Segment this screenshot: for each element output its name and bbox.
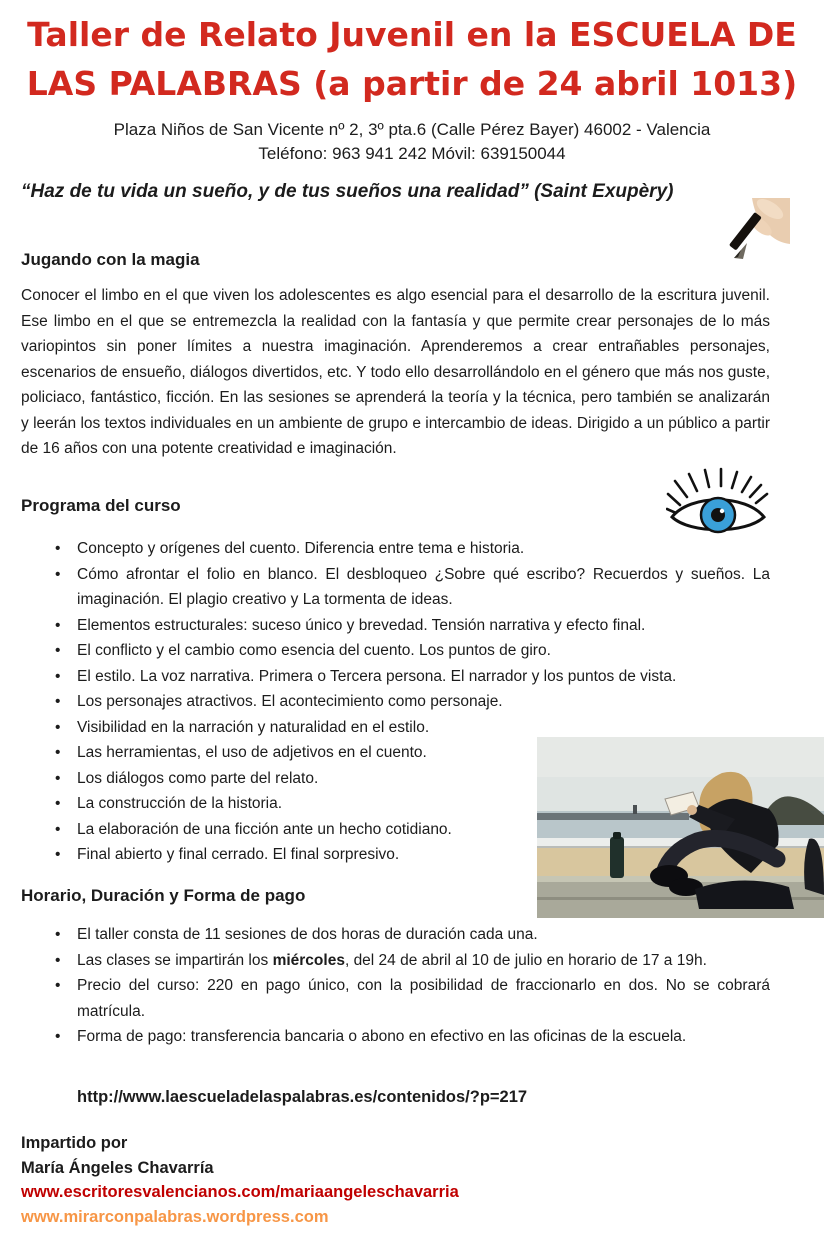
section-heading-jugando: Jugando con la magia — [21, 250, 200, 269]
list-item-text: Las clases se impartirán los — [77, 951, 273, 969]
pen-image — [714, 198, 790, 268]
eye-icon — [666, 466, 770, 546]
list-item: • Las herramientas, el uso de adjetivos en el cuento. — [77, 740, 770, 766]
list-item: • El conflicto y el cambio como esencia del cuento. Los puntos de giro. — [77, 638, 770, 664]
list-item: • El taller consta de 11 sesiones de dos horas de duración cada una. — [77, 922, 770, 948]
horario-list — [21, 922, 770, 1050]
school-phone: Teléfono: 963 941 242 Móvil: 639150044 — [258, 144, 566, 163]
section-heading-horario: Horario, Duración y Forma de pago — [21, 886, 306, 905]
course-url-link[interactable]: http://www.laescueladelaspalabras.es/contenidos/?p=217 — [77, 1088, 528, 1106]
list-item: • Precio del curso: 220 en pago único, con la posibilidad de fraccionarlo en dos. No se cobrará matrícula. — [77, 973, 770, 1024]
eye-image — [666, 466, 770, 546]
section-heading-programa: Programa del curso — [21, 496, 181, 515]
list-item-bold-text: miércoles — [272, 951, 345, 969]
list-item: • Elementos estructurales: suceso único y brevedad. Tensión narrativa y efecto final. — [77, 613, 770, 639]
instructor-blog-link[interactable]: www.mirarconpalabras.wordpress.com — [21, 1207, 329, 1226]
page-title — [0, 10, 824, 108]
list-item: • Final abierto y final cerrado. El final sorpresivo. — [77, 842, 770, 868]
list-item: • La elaboración de una ficción ante un hecho cotidiano. — [77, 817, 770, 843]
inspirational-quote: “Haz de tu vida un sueño, y de tus sueños una realidad” (Saint Exupèry) — [21, 181, 674, 202]
list-item: • El estilo. La voz narrativa. Primera o Tercera persona. El narrador y los puntos de vista. — [77, 664, 770, 690]
list-item-text: , del 24 de abril al 10 de julio en horario de 17 a 19h. — [344, 951, 707, 969]
list-item: • Visibilidad en la narración y naturalidad en el estilo. — [77, 715, 770, 741]
list-item: • Forma de pago: transferencia bancaria o abono en efectivo en las oficinas de la escuela. — [77, 1024, 770, 1050]
instructor-name: María Ángeles Chavarría — [21, 1158, 214, 1177]
taught-by-label: Impartido por — [21, 1134, 128, 1152]
list-item: • Concepto y orígenes del cuento. Diferencia entre tema e historia. — [77, 536, 770, 562]
seaside-photo — [537, 737, 824, 918]
list-item: • Los diálogos como parte del relato. — [77, 766, 770, 792]
instructor-profile-link[interactable]: www.escritoresvalencianos.com/mariaangeleschavarria — [21, 1183, 459, 1201]
list-item: • Los personajes atractivos. El acontecimiento como personaje. — [77, 689, 770, 715]
footer — [21, 1131, 459, 1229]
fountain-pen-icon — [714, 198, 790, 268]
school-address: Plaza Niños de San Vicente nº 2, 3º pta.6 (Calle Pérez Bayer) 46002 - Valencia — [113, 120, 711, 139]
woman-writing-seaside-icon — [537, 737, 824, 918]
list-item: • Cómo afrontar el folio en blanco. El desbloqueo ¿Sobre qué escribo? Recuerdos y sueños. La imaginación. El plagio creativo y La tormenta de ideas. — [77, 562, 770, 613]
intro-paragraph: Conocer el limbo en el que viven los adolescentes es algo esencial para el desarrollo de la escritura juvenil. Ese limbo en el que se entremezcla la realidad con la fantasía y que permite crear personajes de lo más variopintos sin poner límites a nuestra imaginación. Aprenderemos a crear entrañables personajes, escenarios de ensueño, diálogos divertidos, etc. Y todo ello desarrollándolo en el género que más nos guste, policiaco, fantástico, ficción. En las sesiones se aprenderá la teoría y la técnica, pero también se analizarán y leerán los textos individuales en un ambiente de grupo e intercambio de ideas. Dirigido a un público a partir de 16 años con una potente creatividad e imaginación. — [21, 287, 770, 457]
page-title-line-2: LAS PALABRAS (a partir de 24 abril 1013) — [26, 64, 798, 103]
list-item — [77, 948, 770, 974]
list-item: • La construcción de la historia. — [77, 791, 770, 817]
page-title-line-1: Taller de Relato Juvenil en la ESCUELA DE — [27, 15, 797, 54]
